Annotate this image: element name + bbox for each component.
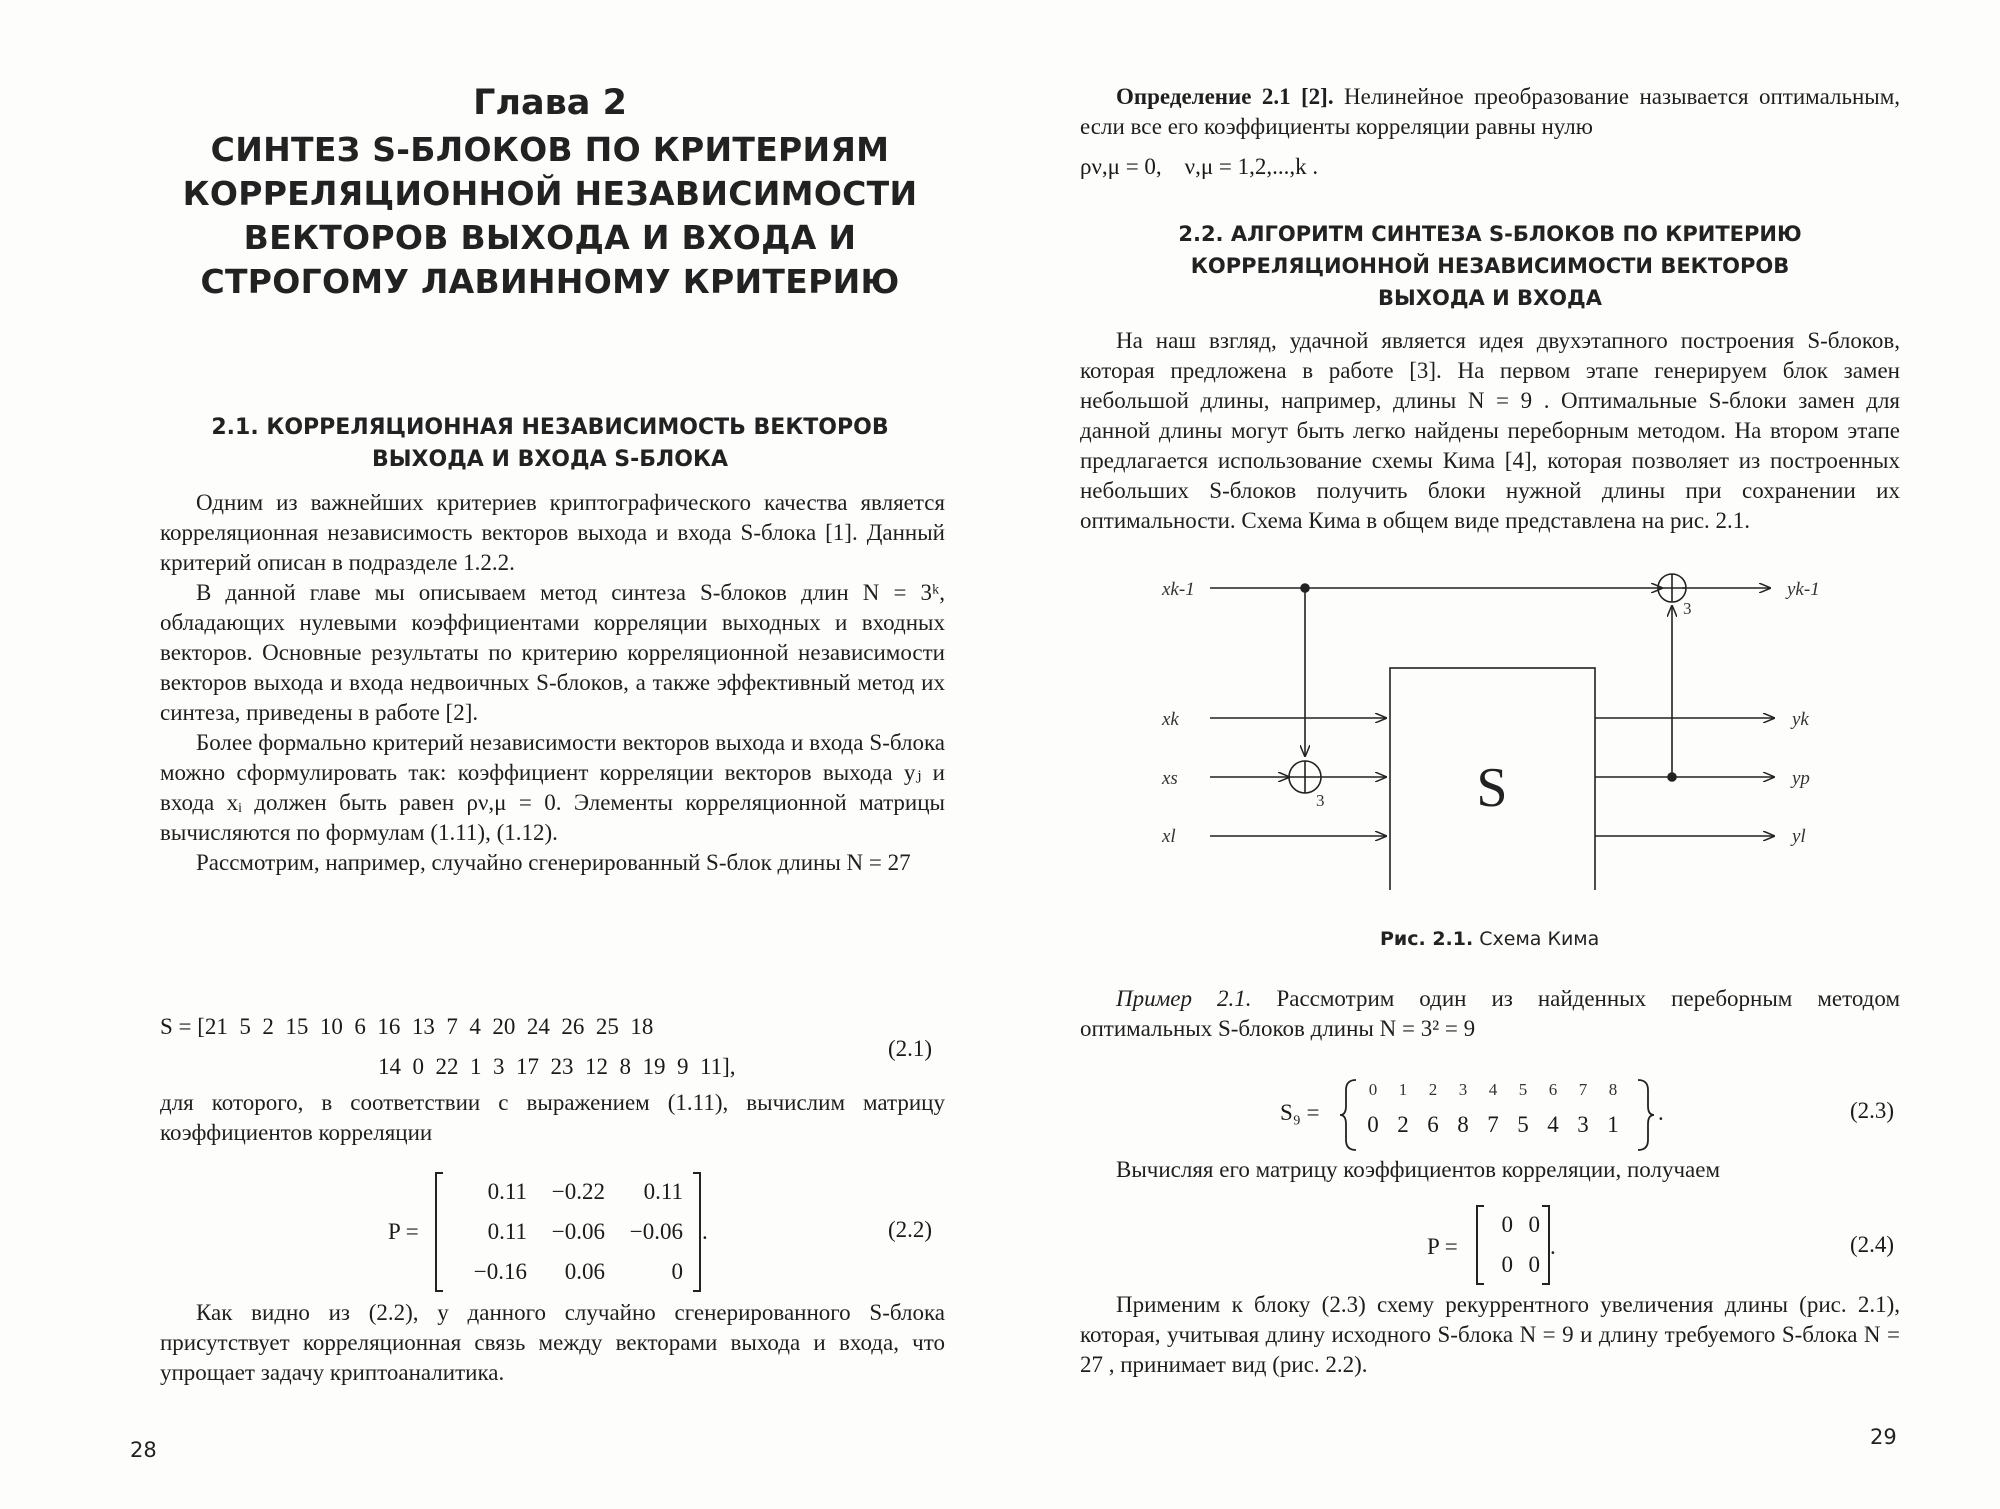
matrix-row	[1486, 1245, 1540, 1285]
sbox-value: 4	[1488, 1080, 1498, 1099]
s9-row-2	[1358, 1112, 1628, 1138]
matrix-row	[449, 1212, 687, 1252]
paragraph: Более формально критерий независимости векторов выхода и входа S-блока можно сформулировать так: коэффициент корреляции векторов выхода yⱼ и входа xᵢ должен быть равен ρν,μ = 0. Элементы корреляционной матрицы вычисляются по формулам (1.11), (1.12).	[160, 730, 945, 845]
matrix-cell: 0.11	[487, 1179, 527, 1204]
definition-formula: ρν,μ = 0, ν,μ = 1,2,...,k .	[1080, 154, 1319, 179]
equation-number: (2.1)	[888, 1036, 933, 1061]
sbox-value: 6	[1427, 1112, 1439, 1137]
sbox-value: 2	[1428, 1080, 1438, 1099]
input-label: xk	[1162, 709, 1179, 730]
output-label: yk-1	[1787, 579, 1820, 600]
matrix-label: P =	[1427, 1234, 1458, 1259]
sbox-value: 6	[1548, 1080, 1558, 1099]
matrix-row	[1486, 1205, 1540, 1245]
right-page	[1080, 0, 1900, 1509]
right-body-text-3	[1080, 1290, 1900, 1380]
page-number-left: 28	[130, 1438, 157, 1462]
sbox-value: 1	[1398, 1080, 1408, 1099]
sbox-value: 4	[1547, 1112, 1559, 1137]
output-label: yp	[1792, 768, 1810, 789]
period: .	[702, 1219, 708, 1244]
matrix-cell: −0.16	[473, 1259, 527, 1284]
left-body-text-3	[160, 1298, 945, 1388]
example-label: Пример 2.1.	[1116, 986, 1252, 1011]
matrix-cell: −0.06	[629, 1219, 683, 1244]
paragraph: Одним из важнейших критериев криптографического качества является корреляционная независимость векторов выхода и входа S-блока [1]. Данный критерий описан в подразделе 1.2.2.	[160, 490, 945, 575]
kim-scheme-diagram	[1080, 570, 1900, 890]
paragraph: Как видно из (2.2), у данного случайно сгенерированного S-блока присутствует корреляционная связь между векторами выхода и входа, что упрощает задачу криптоаналитика.	[160, 1300, 945, 1385]
s9-label: S₉ =	[1280, 1100, 1320, 1125]
example-text: Рассмотрим один из найденных переборным методом оптимальных S-блоков длины N = 3² = 9	[1080, 986, 1900, 1041]
equation-number: (2.2)	[888, 1217, 933, 1242]
sbox-value: 0	[1367, 1112, 1379, 1137]
right-brace	[1636, 1078, 1656, 1152]
definition	[1080, 82, 1900, 142]
matrix-cell: 0.11	[643, 1179, 683, 1204]
paragraph: В данной главе мы описываем метод синтеза S-блоков длин N = 3ᵏ, обладающих нулевыми коэффициентами корреляции выходных и входных векторов. Основные результаты по критерию корреляционной независимости векторов выхода и входа недвоичных S-блоков, а также эффективный метод их синтеза, приведены в работе [2].	[160, 580, 945, 725]
section-heading-2-2: 2.2. АЛГОРИТМ СИНТЕЗА S-БЛОКОВ ПО КРИТЕРИЮ КОРРЕЛЯЦИОННОЙ НЕЗАВИСИМОСТИ ВЕКТОРОВ ВЫХОДА И ВХОДА	[1178, 222, 1802, 310]
s9-row-1	[1358, 1080, 1628, 1100]
paragraph: На наш взгляд, удачной является идея двухэтапного построения S-блоков, которая предложена в работе [3]. На первом этапе генерируем блок замен небольшой длины, например, длины N = 9 . Оптимальные S-блоки замен для данной длины могут быть легко найдены переборным методом. На втором этапе предлагается использование схемы Кима [4], которая позволяет из построенных небольших S-блоков получить блоки нужной длины при сохранении их оптимальности. Схема Кима в общем виде представлена на рис. 2.1.	[1080, 328, 1900, 533]
page-number-right: 29	[1870, 1425, 1897, 1449]
sbox-value: 3	[1458, 1080, 1468, 1099]
matrix-cell: 0	[671, 1259, 683, 1284]
equation-2-1-line1: S = [21 5 2 15 10 6 16 13 7 4 20 24 26 25 18	[160, 1014, 654, 1039]
sbox-value: 8	[1457, 1112, 1469, 1137]
equation-number: (2.3)	[1850, 1098, 1895, 1123]
mod-label: 3	[1683, 599, 1692, 618]
right-body-text	[1080, 326, 1900, 536]
chapter-title: СИНТЕЗ S-БЛОКОВ ПО КРИТЕРИЯМ КОРРЕЛЯЦИОННОЙ НЕЗАВИСИМОСТИ ВЕКТОРОВ ВЫХОДА И ВХОДА И СТРОГОМУ ЛАВИННОМУ КРИТЕРИЮ	[182, 130, 918, 301]
matrix-cell: 0	[1501, 1252, 1513, 1277]
matrix-cell: 0	[1528, 1252, 1540, 1277]
chapter-number: Глава 2	[473, 83, 627, 123]
correlation-matrix	[435, 1172, 701, 1292]
figure-text: Схема Кима	[1473, 928, 1600, 950]
s-box-label: S	[1476, 757, 1508, 819]
sbox-value: 7	[1578, 1080, 1588, 1099]
input-label: xs	[1162, 768, 1178, 789]
right-body-text-2	[1080, 1155, 1900, 1185]
paragraph: для которого, в соответствии с выражением (1.11), вычислим матрицу коэффициентов корреляции	[160, 1090, 945, 1145]
sbox-value: 7	[1487, 1112, 1499, 1137]
sbox-value: 2	[1397, 1112, 1409, 1137]
matrix-cell: −0.22	[551, 1179, 605, 1204]
definition-label: Определение 2.1 [2].	[1116, 84, 1334, 109]
matrix-label: P =	[388, 1219, 419, 1244]
sbox-value: 5	[1518, 1080, 1528, 1099]
left-brace	[1338, 1078, 1358, 1152]
sbox-value: 0	[1368, 1080, 1378, 1099]
chapter-heading	[150, 80, 950, 304]
matrix-row	[449, 1252, 687, 1292]
figure-label: Рис. 2.1.	[1380, 928, 1474, 950]
definition-text: Нелинейное преобразование называется оптимальным, если все его коэффициенты корреляции равны нулю	[1080, 84, 1901, 139]
figure-caption	[1380, 928, 1599, 950]
left-body-text	[160, 488, 945, 878]
sbox-value: 5	[1517, 1112, 1529, 1137]
mod-label: 3	[1316, 791, 1325, 810]
equation-number: (2.4)	[1850, 1232, 1895, 1257]
zero-matrix	[1476, 1205, 1550, 1285]
sbox-value: 3	[1577, 1112, 1589, 1137]
matrix-cell: 0	[1501, 1212, 1513, 1237]
equation-2-1-line2: 14 0 22 1 3 17 23 12 8 19 9 11],	[378, 1054, 736, 1079]
left-body-text-2	[160, 1088, 945, 1148]
input-label: xk-1	[1162, 579, 1195, 600]
example	[1080, 984, 1900, 1044]
matrix-cell: 0	[1528, 1212, 1540, 1237]
input-label: xl	[1162, 826, 1176, 847]
left-page	[130, 0, 950, 1509]
matrix-cell: −0.06	[551, 1219, 605, 1244]
period: .	[1550, 1234, 1556, 1259]
paragraph: Вычисляя его матрицу коэффициентов корреляции, получаем	[1116, 1157, 1721, 1182]
matrix-cell: 0.11	[487, 1219, 527, 1244]
paragraph: Применим к блоку (2.3) схему рекуррентного увеличения длины (рис. 2.1), которая, учитывая длину исходного S-блока N = 9 и длину требуемого S-блока N = 27 , принимает вид (рис. 2.2).	[1080, 1292, 1900, 1377]
output-label: yl	[1792, 826, 1806, 847]
section-heading-2-1: 2.1. КОРРЕЛЯЦИОННАЯ НЕЗАВИСИМОСТЬ ВЕКТОРОВ ВЫХОДА И ВХОДА S-БЛОКА	[211, 415, 889, 472]
period: .	[1658, 1100, 1664, 1125]
paragraph: Рассмотрим, например, случайно сгенерированный S-блок длины N = 27	[196, 850, 911, 875]
matrix-cell: 0.06	[564, 1259, 605, 1284]
output-label: yk	[1792, 709, 1809, 730]
sbox-value: 1	[1607, 1112, 1619, 1137]
matrix-row	[449, 1172, 687, 1212]
sbox-value: 8	[1608, 1080, 1618, 1099]
